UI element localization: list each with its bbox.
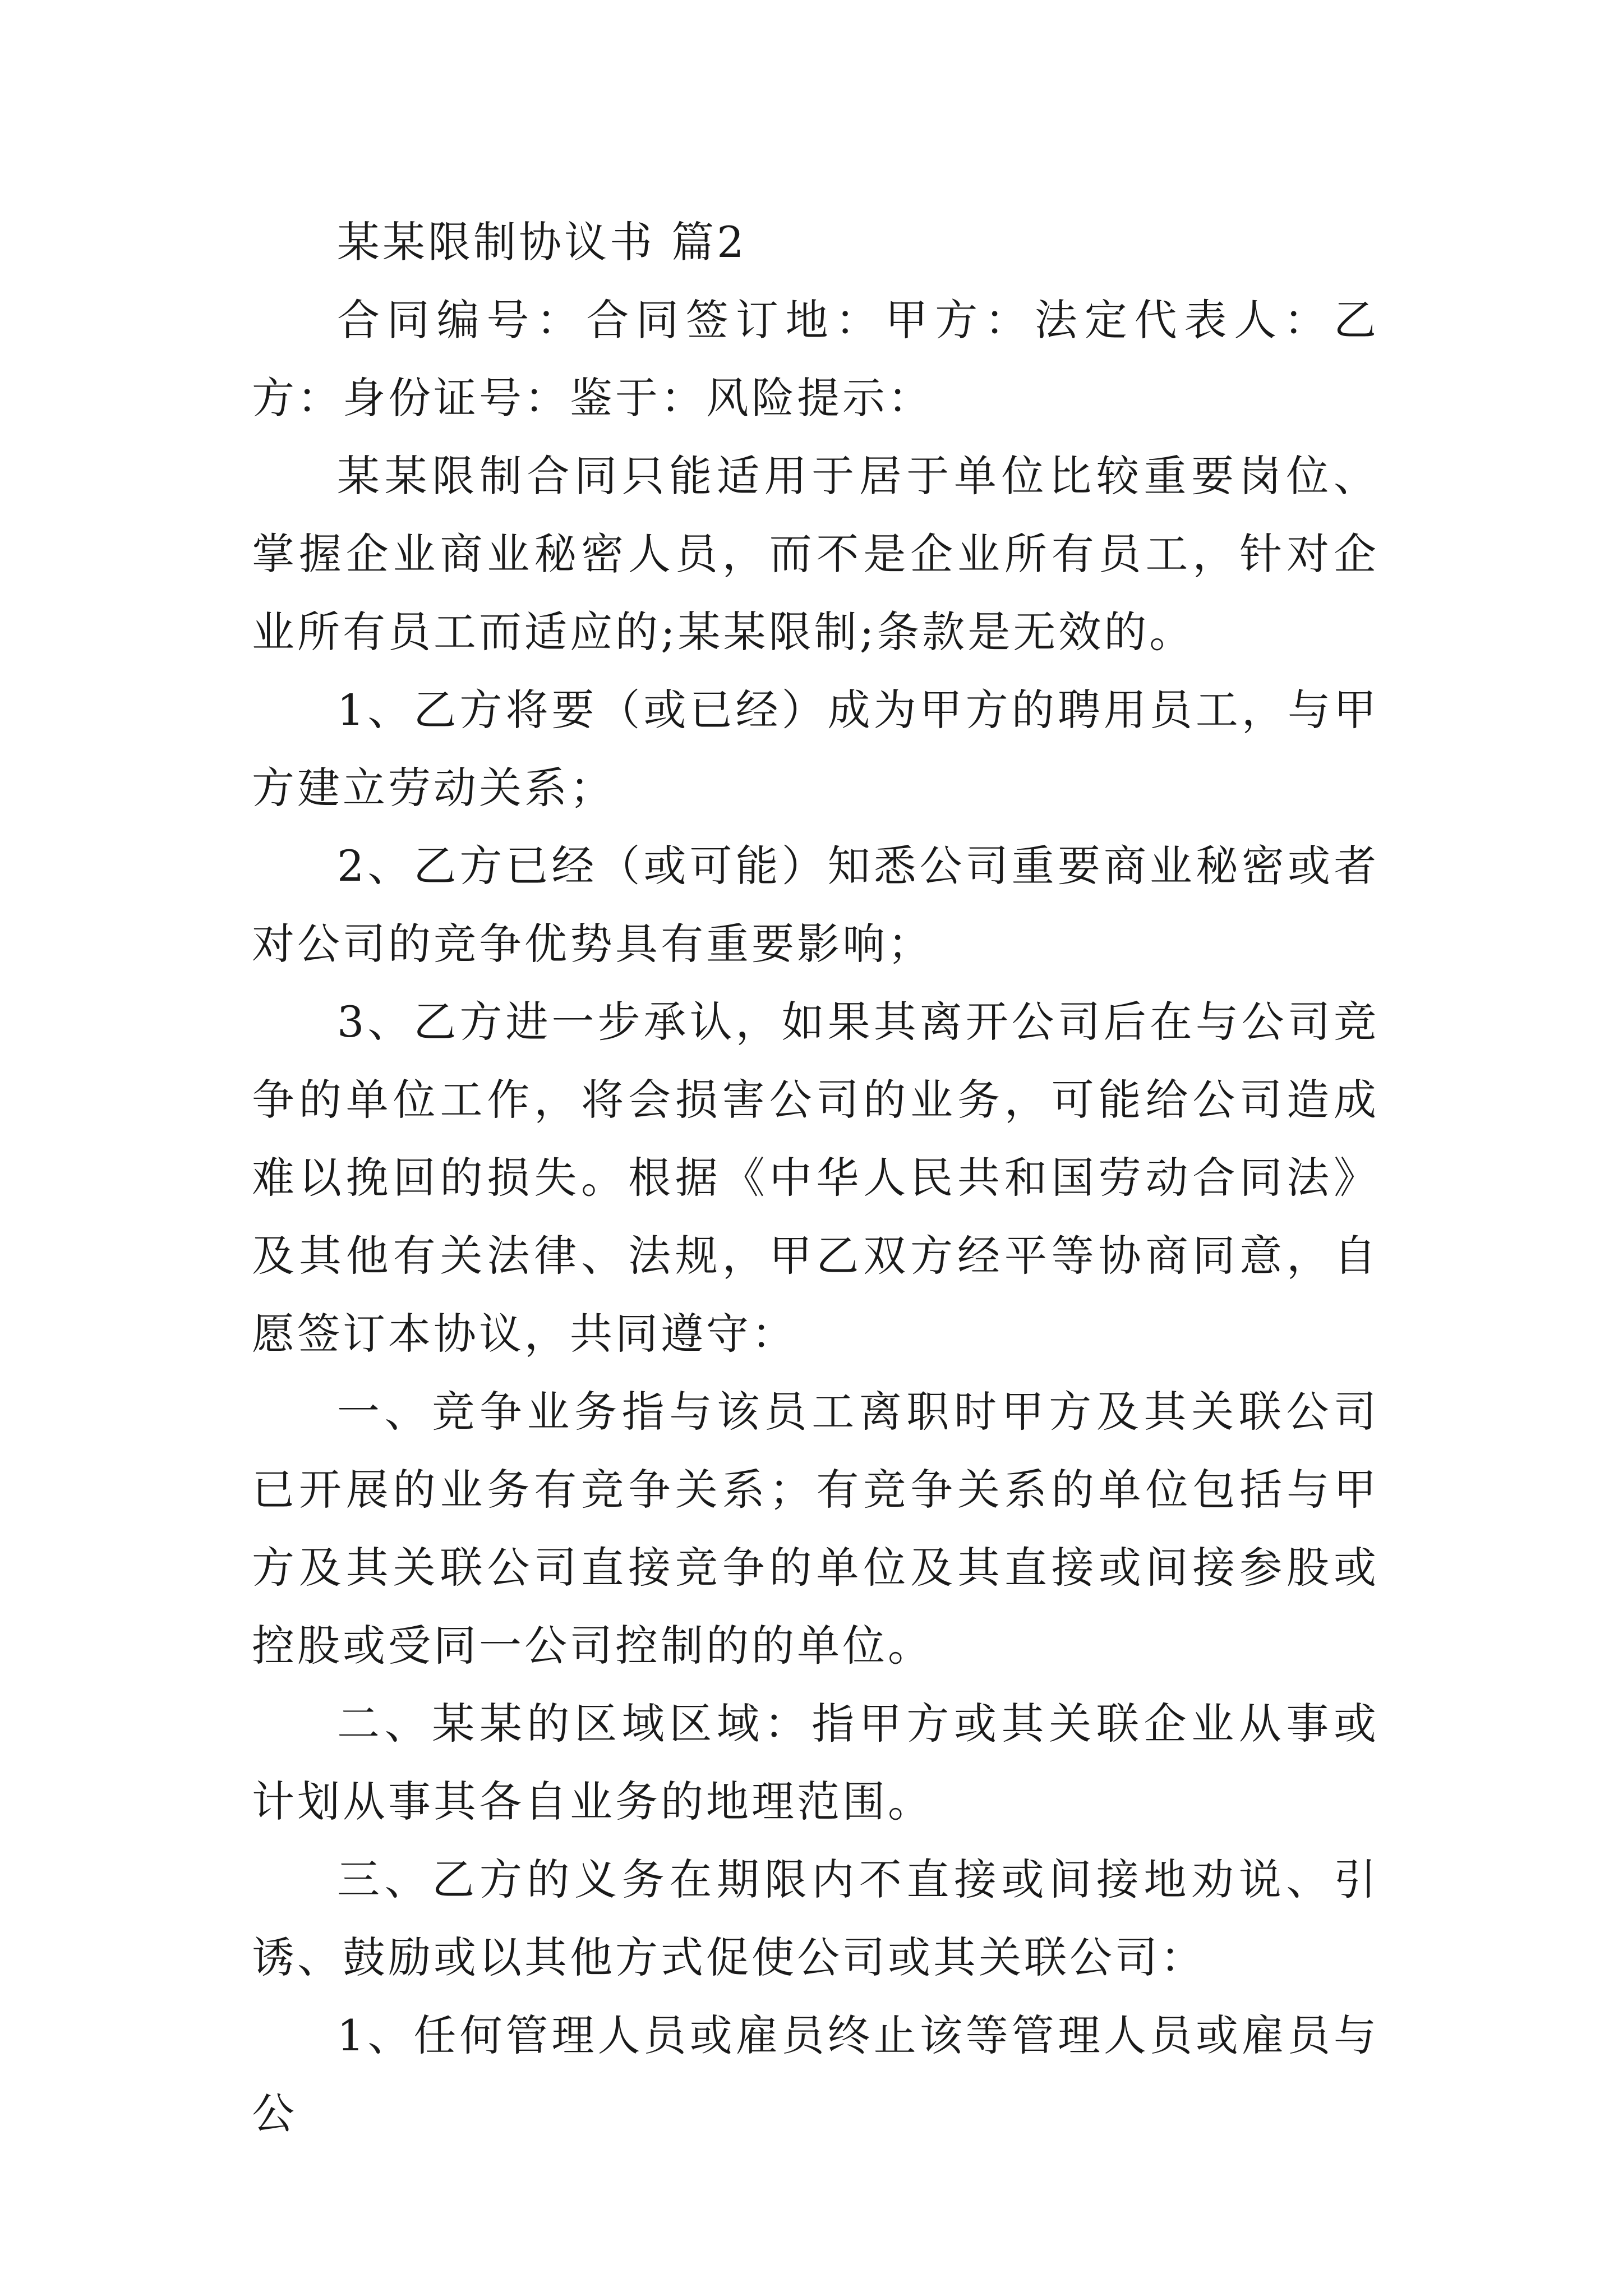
document-body <box>252 203 1379 2152</box>
paragraph-recital-1: 1、乙方将要（或已经）成为甲方的聘用员工，与甲方建立劳动关系； <box>252 685 1379 813</box>
paragraph-clause-1: 一、竞争业务指与该员工离职时甲方及其关联公司已开展的业务有竞争关系；有竞争关系的单位包括与甲方及其关联公司直接竞争的单位及其直接或间接参股或控股或受同一公司控制的的单位。 <box>252 1387 1379 1671</box>
paragraph-clause-3: 三、乙方的义务在期限内不直接或间接地劝说、引诱、鼓励或以其他方式促使公司或其关联公司： <box>252 1855 1379 1982</box>
paragraph-recital-3: 3、乙方进一步承认，如果其离开公司后在与公司竞争的单位工作，将会损害公司的业务，可能给公司造成难以挽回的损失。根据《中华人民共和国劳动合同法》及其他有关法律、法规，甲乙双方经平等协商同意，自愿签订本协议，共同遵守： <box>252 997 1379 1359</box>
paragraph-recital-2: 2、乙方已经（或可能）知悉公司重要商业秘密或者对公司的竞争优势具有重要影响； <box>252 841 1379 969</box>
paragraph-clause-2: 二、某某的区域区域：指甲方或其关联企业从事或计划从事其各自业务的地理范围。 <box>252 1699 1379 1826</box>
paragraph-clause-3-item-1: 1、任何管理人员或雇员终止该等管理人员或雇员与公 <box>252 2010 1379 2138</box>
paragraph-risk-notice: 某某限制合同只能适用于居于单位比较重要岗位、掌握企业商业秘密人员，而不是企业所有员工，针对企业所有员工而适应的;某某限制;条款是无效的。 <box>252 451 1379 657</box>
paragraph-contract-info: 合同编号：合同签订地：甲方：法定代表人：乙方：身份证号：鉴于：风险提示： <box>252 295 1379 423</box>
document-title: 某某限制协议书 篇2 <box>337 217 747 267</box>
